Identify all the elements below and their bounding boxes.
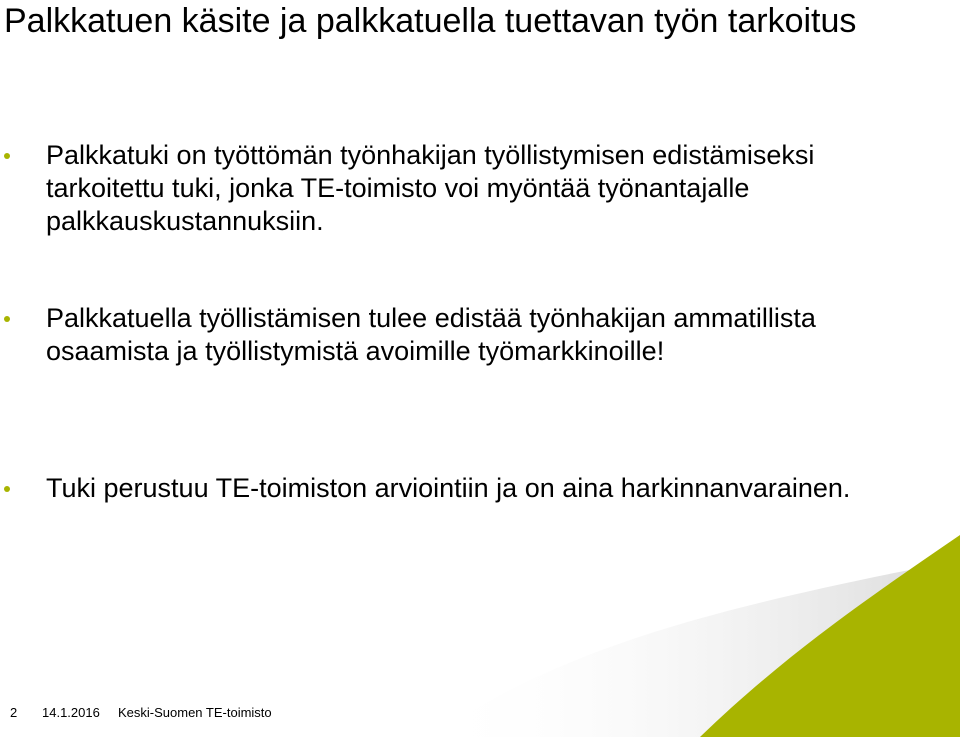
bullet-dot-icon xyxy=(4,486,10,492)
slide-title: Palkkatuen käsite ja palkkatuella tuettavan työn tarkoitus xyxy=(4,2,857,40)
bullet-text: Tuki perustuu TE-toimiston arviointiin ja on aina harkinnanvarainen. xyxy=(46,473,851,503)
bullet-dot-icon xyxy=(4,316,10,322)
bullet-text: Palkkatuki on työttömän työnhakijan työllistymisen edistämiseksi tarkoitettu tuki, jonka TE-toimisto voi myöntää työnantajalle palkkauskustannuksiin. xyxy=(46,140,815,236)
bullet-dot-icon xyxy=(4,153,10,159)
bullet-text: Palkkatuella työllistämisen tulee edistää työnhakijan ammatillista osaamista ja työllistymistä avoimille työmarkkinoille! xyxy=(46,303,816,366)
page-number: 2 xyxy=(10,705,18,720)
footer-organization: Keski-Suomen TE-toimisto xyxy=(118,705,272,720)
footer-date: 14.1.2016 xyxy=(42,705,100,720)
